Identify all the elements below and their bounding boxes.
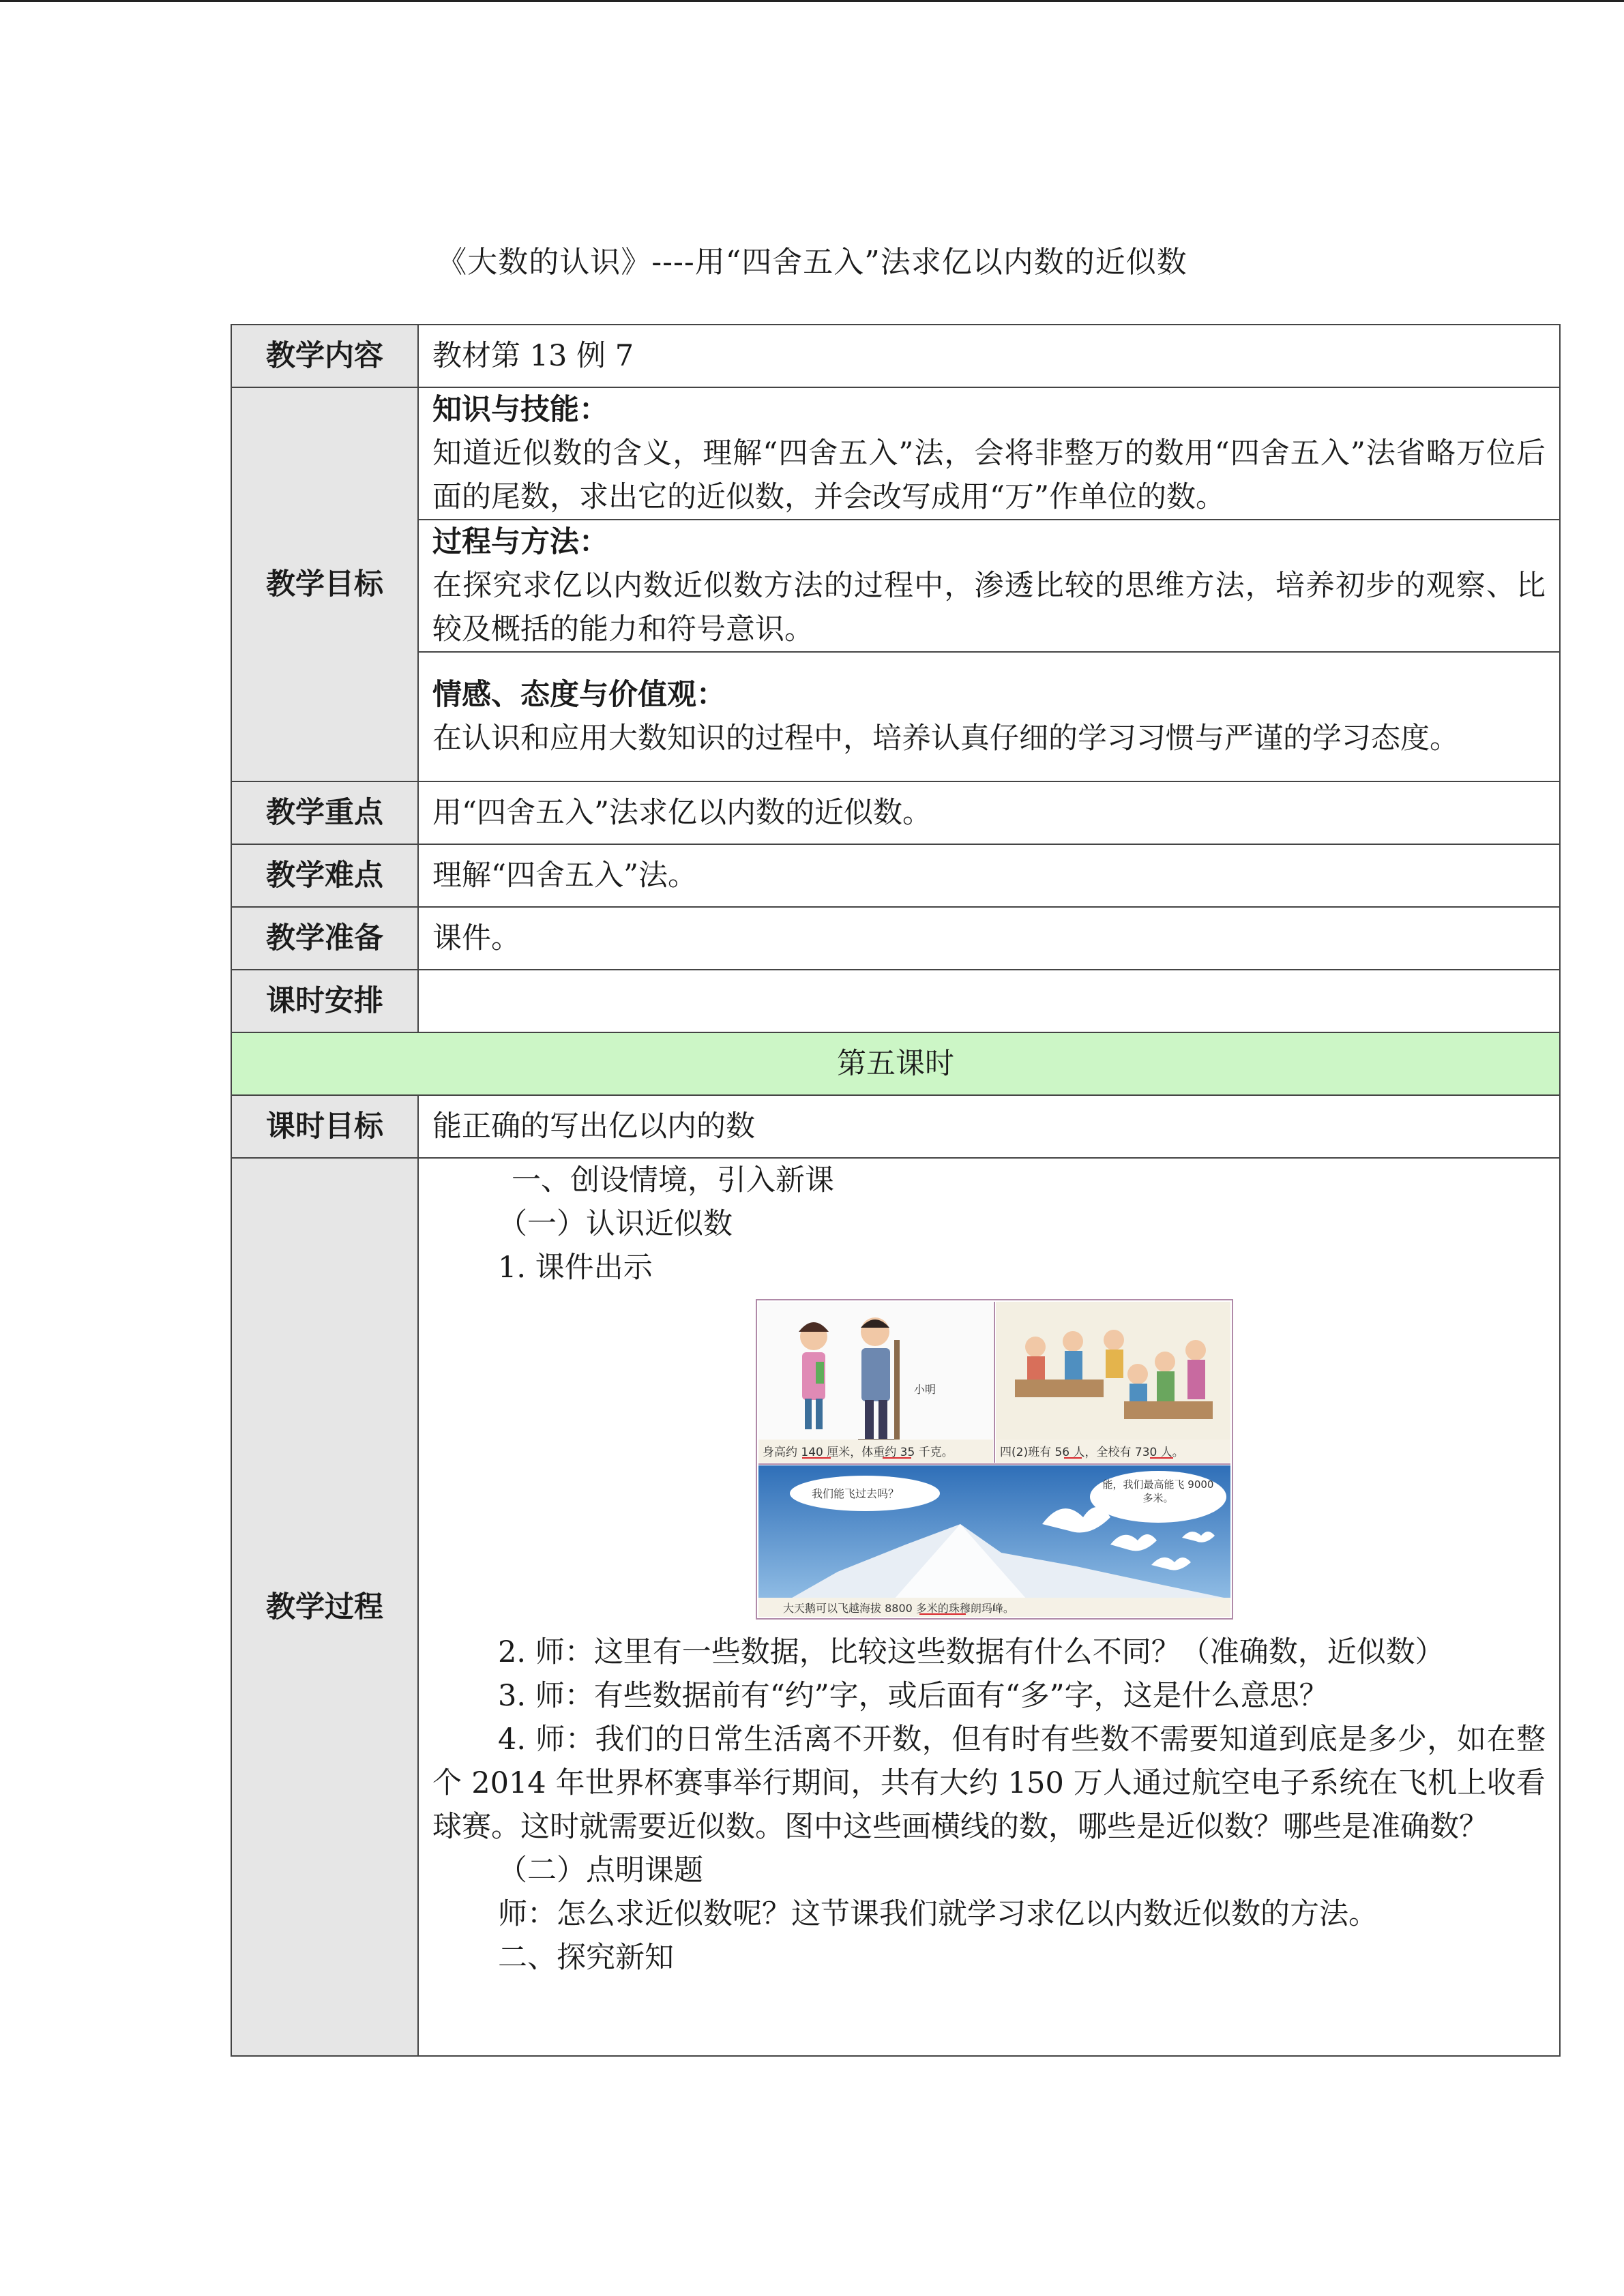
process-line: 3. 师：有些数据前有“约”字，或后面有“多”字，这是什么意思？ <box>498 1679 1329 1713</box>
objective-process-heading: 过程与方法： <box>432 525 608 559</box>
figure-caption-3: 大天鹅可以飞越海拔 8800 多米的珠穆朗玛峰。 <box>783 1602 1014 1615</box>
header-difficulty: 教学难点 <box>231 844 418 907</box>
figure-caption-2: 四(2)班有 56 人，全校有 730 人。 <box>1000 1446 1184 1459</box>
objective-knowledge-text: 知道近似数的含义，理解“四舍五入”法，会将非整万的数用“四舍五入”法省略万位后面的尾数，求出它的近似数，并会改写成用“万”作单位的数。 <box>432 436 1546 514</box>
process-line: 4. 师：我们的日常生活离不开数，但有时有些数不需要知道到底是多少，如在整个 2014 年世界杯赛事举行期间，共有大约 150 万人通过航空电子系统在飞机上收看球赛。这时就需要近似数。图中这些画横线的数，哪些是近似数？哪些是准确数？ <box>432 1723 1546 1844</box>
header-teaching-objectives: 教学目标 <box>231 387 418 781</box>
header-schedule: 课时安排 <box>231 970 418 1032</box>
value-lesson-goal: 能正确的写出亿以内的数 <box>418 1095 1560 1158</box>
row-preparation <box>231 907 1560 970</box>
header-key-point: 教学重点 <box>231 781 418 844</box>
value-preparation: 课件。 <box>418 907 1560 970</box>
process-line: 二、探究新知 <box>498 1941 674 1975</box>
value-schedule <box>418 970 1560 1032</box>
row-teaching-content <box>231 325 1560 387</box>
page-title: 《大数的认识》----用“四舍五入”法求亿以内数的近似数 <box>437 245 1187 280</box>
process-line: 一、创设情境，引入新课 <box>512 1163 834 1197</box>
objective-emotion <box>418 652 1560 781</box>
objective-emotion-heading: 情感、态度与价值观： <box>432 678 726 712</box>
top-border-line <box>0 0 1624 2</box>
process-line: （一）认识近似数 <box>498 1207 733 1241</box>
value-key-point: 用“四舍五入”法求亿以内数的近似数。 <box>418 781 1560 844</box>
header-teaching-content: 教学内容 <box>231 325 418 387</box>
row-difficulty <box>231 844 1560 907</box>
process-line: 2. 师：这里有一些数据，比较这些数据有什么不同？（准确数，近似数） <box>498 1635 1445 1669</box>
row-schedule <box>231 970 1560 1032</box>
objective-process <box>418 520 1560 652</box>
row-objective-knowledge <box>231 387 1560 520</box>
objective-knowledge-heading: 知识与技能： <box>432 393 608 427</box>
header-teaching-process: 教学过程 <box>231 1158 418 2056</box>
value-teaching-content: 教材第 13 例 7 <box>418 325 1560 387</box>
lesson-banner: 第五课时 <box>231 1032 1560 1095</box>
header-preparation: 教学准备 <box>231 907 418 970</box>
header-lesson-goal: 课时目标 <box>231 1095 418 1158</box>
process-line: （二）点明课题 <box>498 1853 703 1888</box>
process-line: 师：怎么求近似数呢？这节课我们就学习求亿以内数近似数的方法。 <box>498 1897 1378 1931</box>
figure-name-label: 小明 <box>914 1383 936 1396</box>
objective-emotion-text: 在认识和应用大数知识的过程中，培养认真仔细的学习习惯与严谨的学习态度。 <box>432 721 1459 756</box>
objective-knowledge <box>418 387 1560 520</box>
bubble-left-text: 我们能飞过去吗？ <box>812 1487 900 1500</box>
courseware-figure-area <box>432 1299 1546 1620</box>
speech-bubble-right <box>1090 1471 1226 1523</box>
row-teaching-process <box>231 1158 1560 2056</box>
speech-bubble-left <box>790 1476 940 1511</box>
bubble-right-text: 能，我们最高能飞 9000 多米。 <box>1102 1478 1214 1504</box>
objective-process-text: 在探究求亿以内数近似数方法的过程中，渗透比较的思维方法，培养初步的观察、比较及概括的能力和符号意识。 <box>432 569 1546 646</box>
row-lesson-banner <box>231 1032 1560 1095</box>
value-difficulty: 理解“四舍五入”法。 <box>418 844 1560 907</box>
row-objective-process <box>231 520 1560 652</box>
row-objective-emotion <box>231 652 1560 781</box>
lesson-plan-table <box>231 324 1561 2057</box>
process-line: 1. 课件出示 <box>498 1251 653 1285</box>
courseware-illustration <box>756 1299 1233 1620</box>
teaching-process-body <box>418 1158 1560 2056</box>
row-lesson-goal <box>231 1095 1560 1158</box>
figure-caption-1: 身高约 140 厘米，体重约 35 千克。 <box>763 1446 954 1459</box>
row-key-point <box>231 781 1560 844</box>
